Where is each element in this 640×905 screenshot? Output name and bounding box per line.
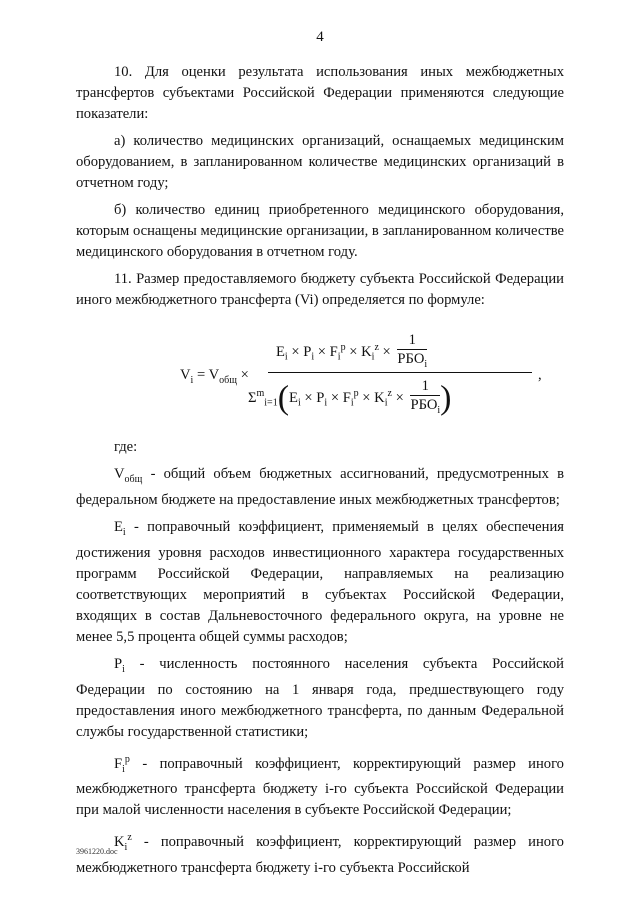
formula-comma: ,	[538, 367, 542, 383]
paragraph-11: 11. Размер предоставляемого бюджету субъекта Российской Федерации иного межбюджетного трансферта (Vi) определяется по формуле:	[76, 271, 564, 308]
formula-denominator: $\Sigma^m_{i=1}(E_i \times P_i \times F_i^p \times K_i^z$ × $\frac{1}{РБО_i}$ )	[248, 378, 452, 417]
definition-v: $V_{общ}$ - общий объем бюджетных ассигнований, предусмотренных в федеральном бюджете на предоставление иных межбюджетных трансфертов;	[76, 466, 565, 508]
document-body	[76, 62, 564, 879]
formula-lhs: $V_i = V_{общ}$ ×	[180, 367, 249, 386]
paragraph-10: 10. Для оценки результата использования иных межбюджетных трансфертов субъектами Российской Федерации применяются следующие показатели:	[76, 64, 564, 122]
paragraph-a: а) количество медицинских организаций, оснащаемых медицинским оборудованием, в запланированном количестве медицинских организаций в отчетном году;	[76, 133, 564, 191]
definition-f: $F_i^p$ - поправочный коэффициент, корректирующий размер иного межбюджетного трансферта бюджету i-го субъекта Российской Федерации при малой численности населения в субъекте Российской Федерации;	[76, 753, 564, 819]
formula-numerator: $E_i \times P_i \times F_i^p \times K_i^z$ × $\frac{1}{РБО_i}$	[276, 332, 428, 370]
fraction-bar	[268, 372, 532, 373]
allocation-formula	[76, 321, 564, 429]
definition-p: $P_i$ - численность постоянного населения субъекта Российской Федерации по состоянию на 1 января года, предшествующего году предоставления иного межбюджетного трансферта, по данным Федеральной службы государственной статистики;	[76, 655, 564, 740]
where-label: где:	[114, 439, 138, 455]
definition-k: $K_i^z$ - поправочный коэффициент, корректирующий размер иного межбюджетного трансферта бюджету i-го субъекта Российской	[76, 832, 564, 877]
page-number: 4	[316, 29, 324, 45]
file-footer: 3961220.doc	[76, 847, 118, 856]
paragraph-b: б) количество единиц приобретенного медицинского оборудования, которым оснащены медицинские организации, в запланированном количестве медицинского оборудования в отчетном году.	[76, 202, 564, 260]
definition-e: $E_i$ - поправочный коэффициент, применяемый в целях обеспечения достижения уровня расходов инвестиционного характера государственных программ Российской Федерации, направляемых на реализацию соответствующих мероприятий в субъектах Российской Федерации, входящих в состав Дальневосточного федерального округа, на уровне не менее 5,5 процента общей суммы расходов;	[76, 518, 564, 645]
